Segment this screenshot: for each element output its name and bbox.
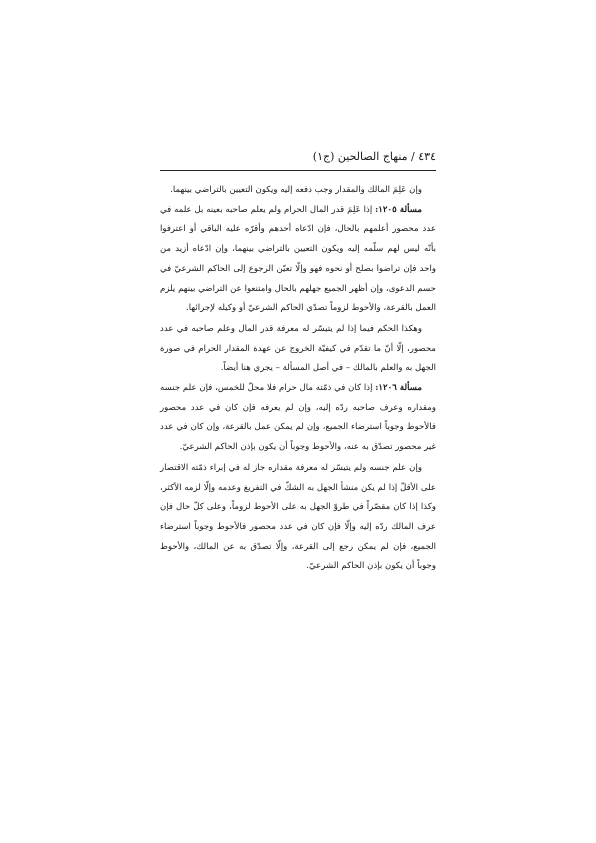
paragraph-text: إذا عَلِمَ قدر المال الحرام ولم يعلم صاحبه بعينه بل علمه في عدد محصور أعلمهم بالحال، فإن ادّعاه أحدهم وأقرّه عليه الباقي أو اعترفوا بأنّه ليس لهم سلّمه إليه ويكون التعيين بالتراضي بينهما، وإن ادّعاه أزيد من واحد فإن تراضوا بصلح أو نحوه فهو وإلّا تعيّن الرجوع إلى الحاكم الشرعيّ في حسم الدعوى، وإن أظهر الجميع جهلهم بالحال وامتنعوا عن التراضي بينهم يلزم العمل بالقرعة، والأحوط لزوماً تصدّي الحاكم الشرعيّ أو وكيله لإجرائها. <box>160 204 436 314</box>
paragraph-text: وإن عَلِمَ المالك والمقدار وجب دفعه إليه ويكون التعيين بالتراضي بينهما. <box>170 185 422 195</box>
paragraph <box>160 320 436 379</box>
paragraph <box>160 181 436 201</box>
paragraph <box>160 201 436 319</box>
paragraph-text: وإن علم جنسه ولم يتيسّر له معرفة مقداره جاز له في إبراء ذمّته الاقتصار على الأقلّ إذا لم يكن منشأ الجهل به الشكّ في التفريغ وعدمه وإلّا لزمه الأكثر، وكذا إذا كان مقصّراً في طروّ الجهل به على الأحوط لزوماً، وعلى كلّ حال فإن عرف المالك ردّه إليه وإلّا فإن كان في عدد محصور فالأحوط وجوباً استرضاء الجميع، فإن لم يمكن رجع إلى القرعة، وإلّا تصدّق به عن المالك، والأحوط وجوباً أن يكون بإذن الحاكم الشرعيّ. <box>160 462 436 572</box>
page-body <box>160 181 436 577</box>
paragraph-text: إذا كان في ذمّته مال حرام فلا محلّ للخمس، فإن علم جنسه ومقداره وعرف صاحبه ردّه إليه، وإن لم يعرفه فإن كان في عدد محصور فالأحوط وجوباً استرضاء الجميع، وإن لم يمكن عمل بالقرعة، وإن كان في عدد غير محصور تصدّق به عنه، والأحوط وجوباً أن يكون بإذن الحاكم الشرعيّ. <box>160 383 436 453</box>
paragraph-text: وهكذا الحكم فيما إذا لم يتيسّر له معرفة قدر المال وعلم صاحبه في عدد محصور، إلّا أنّ ما تقدّم في كيفيّة الخروج عن عهدة المقدار الحرام في صورة الجهل به والعلم بالمالك – في أصل المسألة – يجري هنا أيضاً. <box>160 323 436 374</box>
issue-number: مسألة ١٢٠٥: <box>375 204 422 215</box>
paragraph <box>160 459 436 577</box>
header-rule <box>160 170 436 171</box>
paragraph <box>160 379 436 458</box>
issue-number: مسألة ١٢٠٦: <box>375 383 422 394</box>
running-head: ٤٣٤ / منهاج الصالحين (ج١) <box>312 150 436 163</box>
